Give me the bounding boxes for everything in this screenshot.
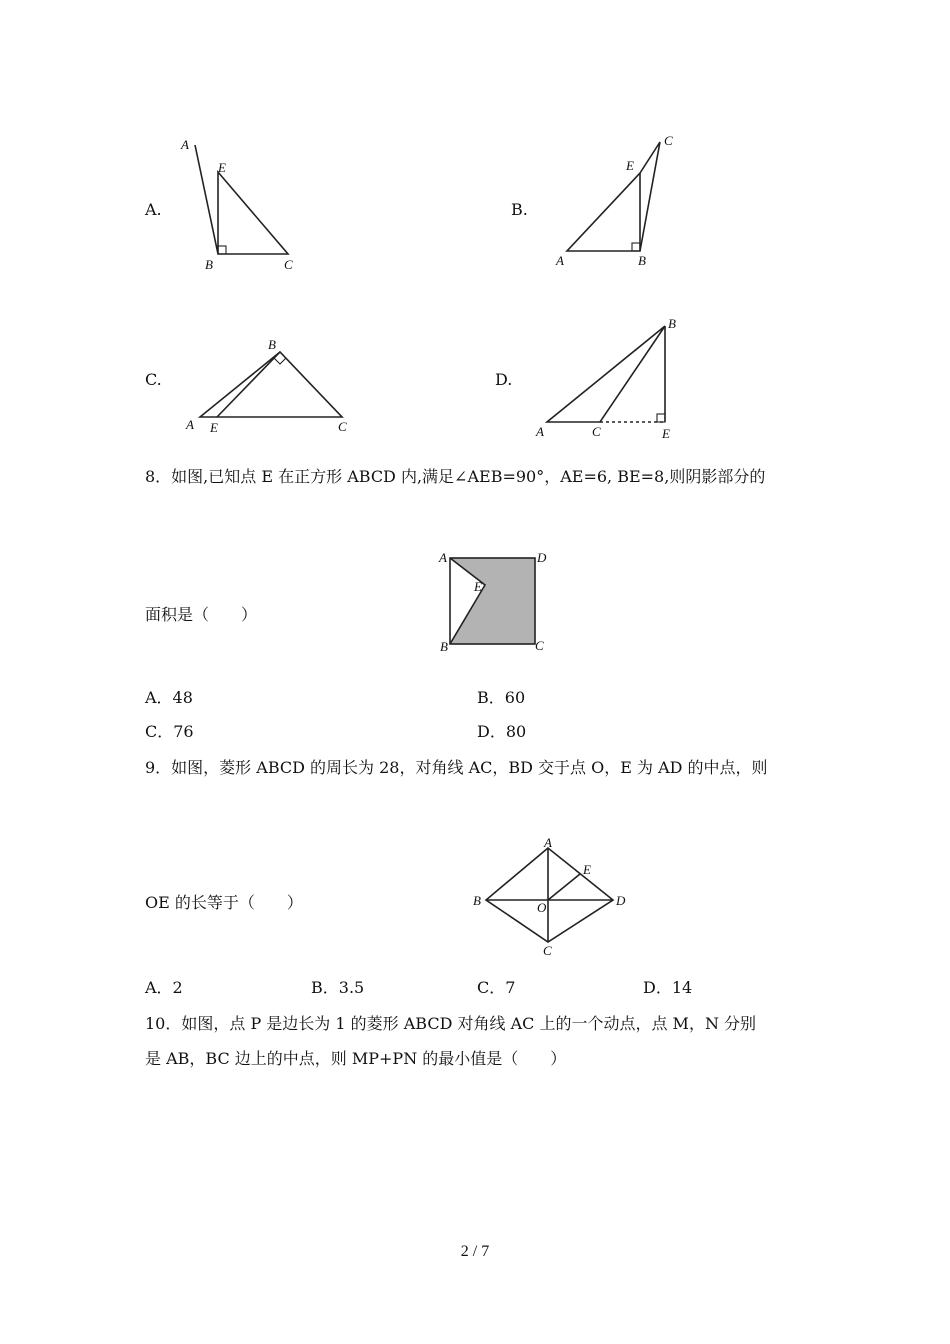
label-a: A bbox=[439, 550, 447, 565]
label-b: B bbox=[205, 257, 213, 272]
label-c: C bbox=[592, 424, 601, 439]
q9-option-a: A．2 bbox=[145, 978, 183, 997]
page-number: 2 / 7 bbox=[460, 1243, 490, 1260]
q8-option-b: B．60 bbox=[477, 688, 526, 707]
label-c: C bbox=[535, 638, 544, 653]
label-c: C bbox=[664, 133, 673, 148]
option-d-label: D. bbox=[495, 370, 513, 389]
figure-q9-rhombus bbox=[468, 835, 633, 960]
label-e: E bbox=[218, 160, 226, 175]
q8-stem-line2: 面积是（ ） bbox=[145, 605, 258, 624]
label-b: B bbox=[668, 316, 676, 331]
q9-option-d: D．14 bbox=[643, 978, 693, 997]
q10-stem-line1: 10．如图，点 P 是边长为 1 的菱形 ABCD 对角线 AC 上的一个动点，点 M，N 分别 bbox=[145, 1014, 757, 1033]
option-b-label: B. bbox=[511, 200, 528, 219]
label-a: A bbox=[556, 253, 564, 268]
label-e: E bbox=[474, 579, 482, 594]
label-b: B bbox=[473, 893, 481, 908]
figure-option-d bbox=[530, 310, 690, 445]
q8-option-a: A．48 bbox=[145, 688, 193, 707]
q8-stem-line1: 8．如图,已知点 E 在正方形 ABCD 内,满足∠AEB=90°，AE=6, BE=8,则阴影部分的 bbox=[145, 467, 766, 486]
figure-option-a bbox=[170, 130, 320, 275]
label-b: B bbox=[440, 639, 448, 654]
label-d: D bbox=[537, 550, 547, 565]
label-c: C bbox=[284, 257, 293, 272]
label-c: C bbox=[338, 419, 347, 434]
label-a: A bbox=[536, 424, 544, 439]
label-e: E bbox=[626, 158, 634, 173]
q8-option-c: C．76 bbox=[145, 722, 194, 741]
q8-option-d: D．80 bbox=[477, 722, 527, 741]
label-a: A bbox=[544, 835, 552, 850]
label-c: C bbox=[543, 943, 552, 958]
q10-stem-line2: 是 AB，BC 边上的中点，则 MP+PN 的最小值是（ ） bbox=[145, 1049, 567, 1068]
option-a-label: A. bbox=[145, 200, 162, 219]
figure-q8-square bbox=[430, 545, 560, 660]
q9-stem-line2: OE 的长等于（ ） bbox=[145, 893, 303, 912]
figure-option-b bbox=[550, 125, 690, 270]
figure-option-c bbox=[180, 335, 360, 440]
label-e: E bbox=[210, 420, 218, 435]
label-a: A bbox=[181, 137, 189, 152]
q9-option-b: B．3.5 bbox=[311, 978, 365, 997]
label-b: B bbox=[638, 253, 646, 268]
label-e: E bbox=[583, 862, 591, 877]
label-o: O bbox=[537, 900, 547, 915]
label-a: A bbox=[186, 417, 194, 432]
q9-option-c: C．7 bbox=[477, 978, 516, 997]
option-c-label: C. bbox=[145, 370, 162, 389]
label-e: E bbox=[662, 426, 670, 441]
label-d: D bbox=[616, 893, 626, 908]
label-b: B bbox=[268, 337, 276, 352]
q9-stem-line1: 9．如图，菱形 ABCD 的周长为 28，对角线 AC，BD 交于点 O，E 为 AD 的中点，则 bbox=[145, 758, 768, 777]
